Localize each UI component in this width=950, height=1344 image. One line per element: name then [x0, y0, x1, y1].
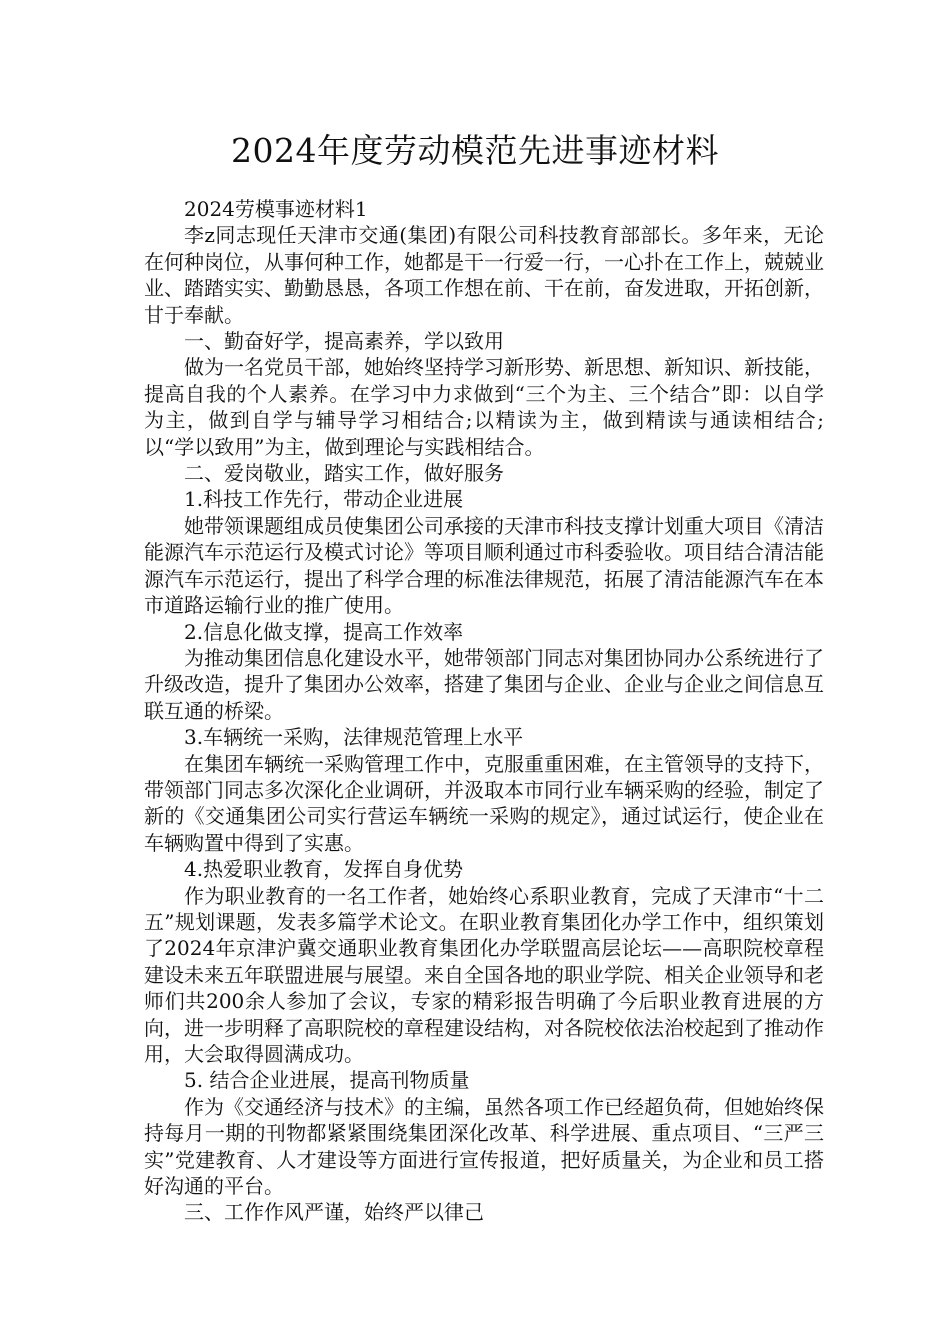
section-heading: 二、爱岗敬业，踏实工作，做好服务	[184, 461, 504, 486]
subsection-heading: 4.热爱职业教育，发挥自身优势	[184, 857, 464, 882]
paragraph: 作为《交通经济与技术》的主编，虽然各项工作已经超负荷，但她始终保持每月一期的刊物都紧紧围绕集团深化改革、科学进展、重点项目、“三严三实”党建教育、人才建设等方面进行宣传报道，把好质量关，为企业和员工搭好沟通的平台。	[144, 1094, 824, 1199]
subsection-heading: 2.信息化做支撑，提高工作效率	[184, 619, 464, 644]
paragraph: 做为一名党员干部，她始终坚持学习新形势、新思想、新知识、新技能，提高自我的个人素养。在学习中力求做到“三个为主、三个结合”即：以自学为主，做到自学与辅导学习相结合;以精读为主，做到精读与通读相结合;以“学以致用”为主，做到理论与实践相结合。	[144, 355, 824, 459]
subsection-heading: 3.车辆统一采购，法律规范管理上水平	[184, 725, 524, 750]
subsection-heading: 5. 结合企业进展，提高刊物质量	[184, 1068, 470, 1093]
section-heading: 一、勤奋好学，提高素养，学以致用	[184, 329, 504, 354]
paragraph: 在集团车辆统一采购管理工作中，克服重重困难，在主管领导的支持下，带领部门同志多次深化企业调研，并汲取本市同行业车辆采购的经验，制定了新的《交通集团公司实行营运车辆统一采购的规定》，通过试运行，使企业在车辆购置中得到了实惠。	[144, 751, 824, 855]
paragraph: 她带领课题组成员使集团公司承接的天津市科技支撑计划重大项目《清洁能源汽车示范运行及模式讨论》等项目顺利通过市科委验收。项目结合清洁能源汽车示范运行，提出了科学合理的标准法律规范，拓展了清洁能源汽车在本市道路运输行业的推广使用。	[144, 513, 824, 618]
paragraph: 作为职业教育的一名工作者，她始终心系职业教育，完成了天津市“十二五”规划课题，发表多篇学术论文。在职业教育集团化办学工作中，组织策划了2024年京津沪冀交通职业教育集团化办学联盟高层论坛——高职院校章程建设未来五年联盟进展与展望。来自全国各地的职业学院、相关企业领导和老师们共200余人参加了会议，专家的精彩报告明确了今后职业教育进展的方向，进一步明释了高职院校的章程建设结构，对各院校依法治校起到了推动作用，大会取得圆满成功。	[144, 883, 824, 1066]
section-heading: 三、工作作风严谨，始终严以律己	[184, 1200, 484, 1225]
document-body	[144, 196, 824, 1226]
document-title: 2024年度劳动模范先进事迹材料	[231, 131, 719, 170]
paragraph: 为推动集团信息化建设水平，她带领部门同志对集团协同办公系统进行了升级改造，提升了集团办公效率，搭建了集团与企业、企业与企业之间信息互联互通的桥梁。	[144, 645, 824, 723]
subsection-heading: 1.科技工作先行，带动企业进展	[184, 487, 464, 512]
section-heading: 2024劳模事迹材料1	[184, 197, 368, 221]
paragraph: 李z同志现任天津市交通(集团)有限公司科技教育部部长。多年来，无论在何种岗位，从事何种工作，她都是干一行爱一行，一心扑在工作上，兢兢业业、踏踏实实、勤勤恳恳，各项工作想在前、干在前，奋发进取，开拓创新，甘于奉献。	[144, 223, 824, 327]
